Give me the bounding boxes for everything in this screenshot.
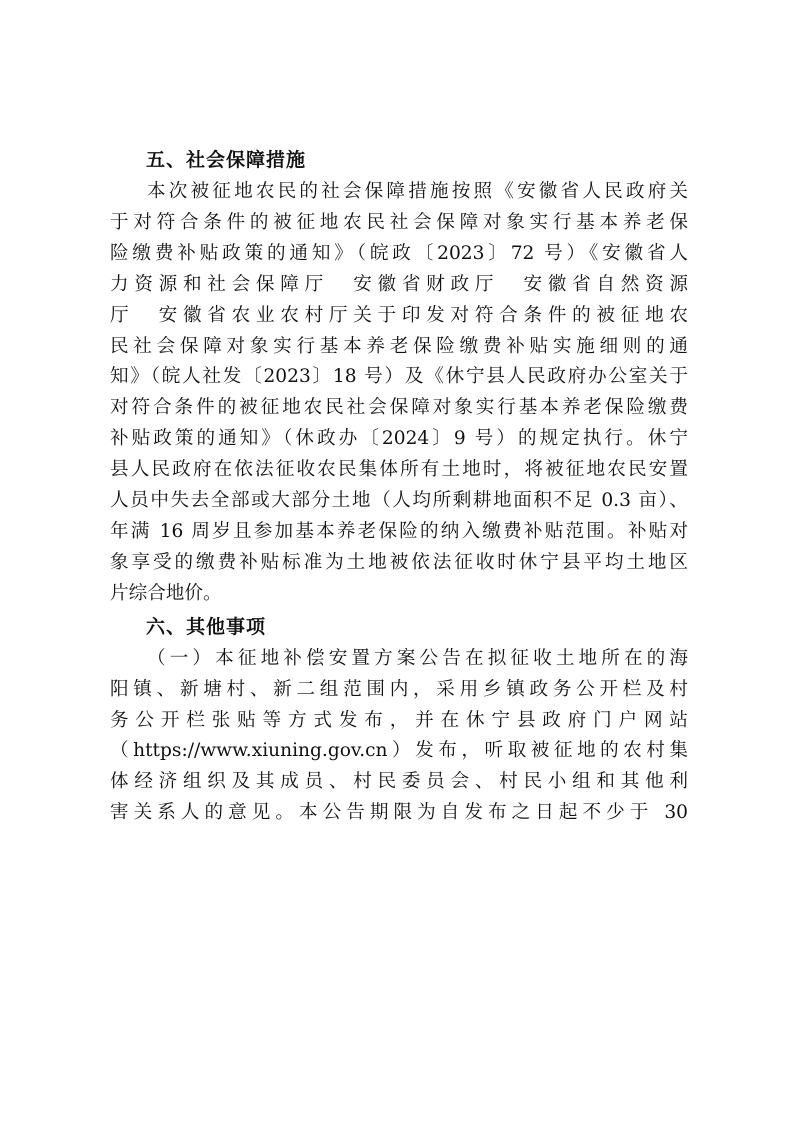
paragraph-line: 体经济组织及其成员、村民委员会、村民小组和其他利 — [110, 771, 688, 793]
section-social-security — [110, 145, 688, 610]
paragraph-line: 县人民政府在依法征收农民集体所有土地时，将被征地农民安置 — [110, 459, 688, 481]
paragraph-line: 厅 安徽省农业农村厅关于印发对符合条件的被征地农 — [110, 304, 688, 326]
paragraph-line: 阳镇、新塘村、新二组范围内，采用乡镇政务公开栏及村 — [110, 678, 688, 700]
section-heading: 五、社会保障措施 — [146, 149, 307, 171]
paragraph-line: 务公开栏张贴等方式发布，并在休宁县政府门户网站 — [110, 709, 688, 731]
paragraph-line: 补贴政策的通知》（休政办〔2024〕9 号）的规定执行。休宁 — [110, 428, 688, 450]
document-page — [110, 145, 688, 829]
paragraph-line: 知》（皖人社发〔2023〕18 号）及《休宁县人民政府办公室关于 — [110, 366, 688, 388]
paragraph-line: 害关系人的意见。本公告期限为自发布之日起不少于 30 — [110, 802, 688, 824]
paragraph-line: （https://www.xiuning.gov.cn）发布，听取被征地的农村集 — [110, 740, 688, 762]
paragraph-line: 险缴费补贴政策的通知》（皖政〔2023〕72 号）《安徽省人 — [110, 242, 688, 264]
section-other-matters — [110, 612, 688, 829]
paragraph-line: 本次被征地农民的社会保障措施按照《安徽省人民政府关 — [147, 181, 688, 202]
paragraph-line: 片综合地价。 — [110, 582, 222, 604]
paragraph-line: 象享受的缴费补贴标准为土地被依法征收时休宁县平均土地区 — [110, 551, 688, 573]
paragraph-line: （一）本征地补偿安置方案公告在拟征收土地所在的海 — [147, 647, 688, 669]
section-heading: 六、其他事项 — [146, 615, 267, 638]
paragraph-line: 力资源和社会保障厅 安徽省财政厅 安徽省自然资源 — [110, 273, 688, 295]
paragraph-line: 对符合条件的被征地农民社会保障对象实行基本养老保险缴费 — [110, 397, 688, 419]
paragraph-line: 年满 16 周岁且参加基本养老保险的纳入缴费补贴范围。补贴对 — [110, 520, 688, 542]
paragraph-line: 于对符合条件的被征地农民社会保障对象实行基本养老保 — [110, 211, 688, 233]
paragraph-line: 民社会保障对象实行基本养老保险缴费补贴实施细则的通 — [110, 335, 688, 357]
paragraph-line: 人员中失去全部或大部分土地（人均所剩耕地面积不足 0.3 亩）、 — [110, 490, 688, 512]
